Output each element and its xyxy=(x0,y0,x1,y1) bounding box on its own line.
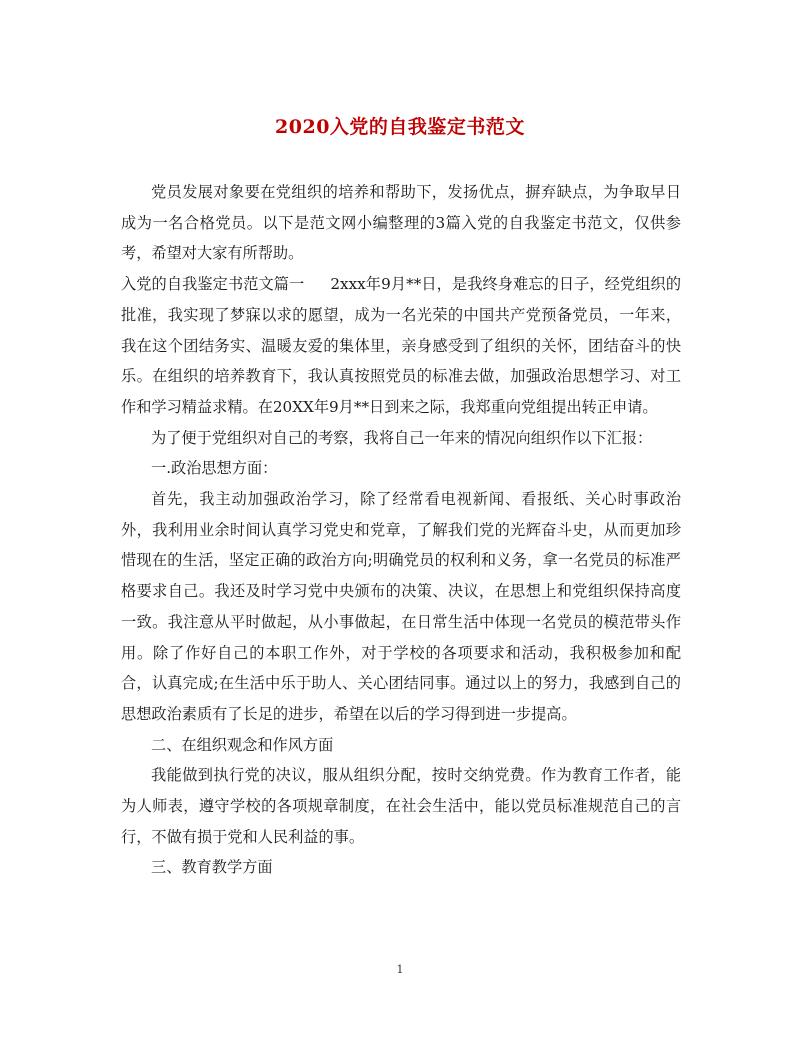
heading-political: 一.政治思想方面： xyxy=(151,459,278,478)
political-paragraph: 首先，我主动加强政治学习，除了经常看电视新闻、看报纸、关心时事政治外，我利用业余时间认真学习党史和党章，了解我们党的光辉奋斗史，从而更加珍惜现在的生活，坚定正确的政治方向;明确党员的权利和义务，拿一名党员的标准严格要求自己。我还及时学习党中央颁布的决策、决议，在思想上和党组织保持高度一致。我注意从平时做起，从小事做起，在日常生活中体现一名党员的模范带头作用。除了作好自己的本职工作外，对于学校的各项要求和活动，我积极参加和配合，认真完成;在生活中乐于助人、关心团结同事。通过以上的努力，我感到自己的思想政治素质有了长足的进步，希望在以后的学习得到进一步提高。 xyxy=(121,490,681,723)
intro-paragraph: 党员发展对象要在党组织的培养和帮助下，发扬优点，摒弃缺点，为争取早日成为一名合格党员。以下是范文网小编整理的3篇入党的自我鉴定书范文，仅供参考，希望对大家有所帮助。 xyxy=(121,183,681,263)
section-first-text: 2xxx年9月**日，是我终身难忘的日子，经党组织的批准，我实现了梦寐以求的愿望，成为一名光荣的中国共产党预备党员，一年来，我在这个团结务实、温暖友爱的集体里，亲身感受到了组织的关怀，团结奋斗的快乐。在组织的培养教育下，我认真按照党员的标准去做，加强政治思想学习、对工作和学习精益求精。在20XX年9月**日到来之际，我郑重向党组提出转正申请。 xyxy=(121,275,682,416)
section-label: 入党的自我鉴定书范文篇一 xyxy=(121,275,305,294)
document-body xyxy=(121,177,681,883)
page-number: 1 xyxy=(396,963,404,976)
heading-organization: 二、在组织观念和作风方面 xyxy=(151,735,334,754)
document-title: 2020入党的自我鉴定书范文 xyxy=(275,116,525,138)
report-intro-paragraph: 为了便于党组织对自己的考察，我将自己一年来的情况向组织作以下汇报： xyxy=(151,428,653,447)
section-one-paragraph xyxy=(121,269,681,423)
organization-paragraph: 我能做到执行党的决议，服从组织分配，按时交纳党费。作为教育工作者，能为人师表，遵守学校的各项规章制度，在社会生活中，能以党员标准规范自己的言行，不做有损于党和人民利益的事。 xyxy=(121,766,681,846)
heading-teaching: 三、教育教学方面 xyxy=(151,858,273,877)
